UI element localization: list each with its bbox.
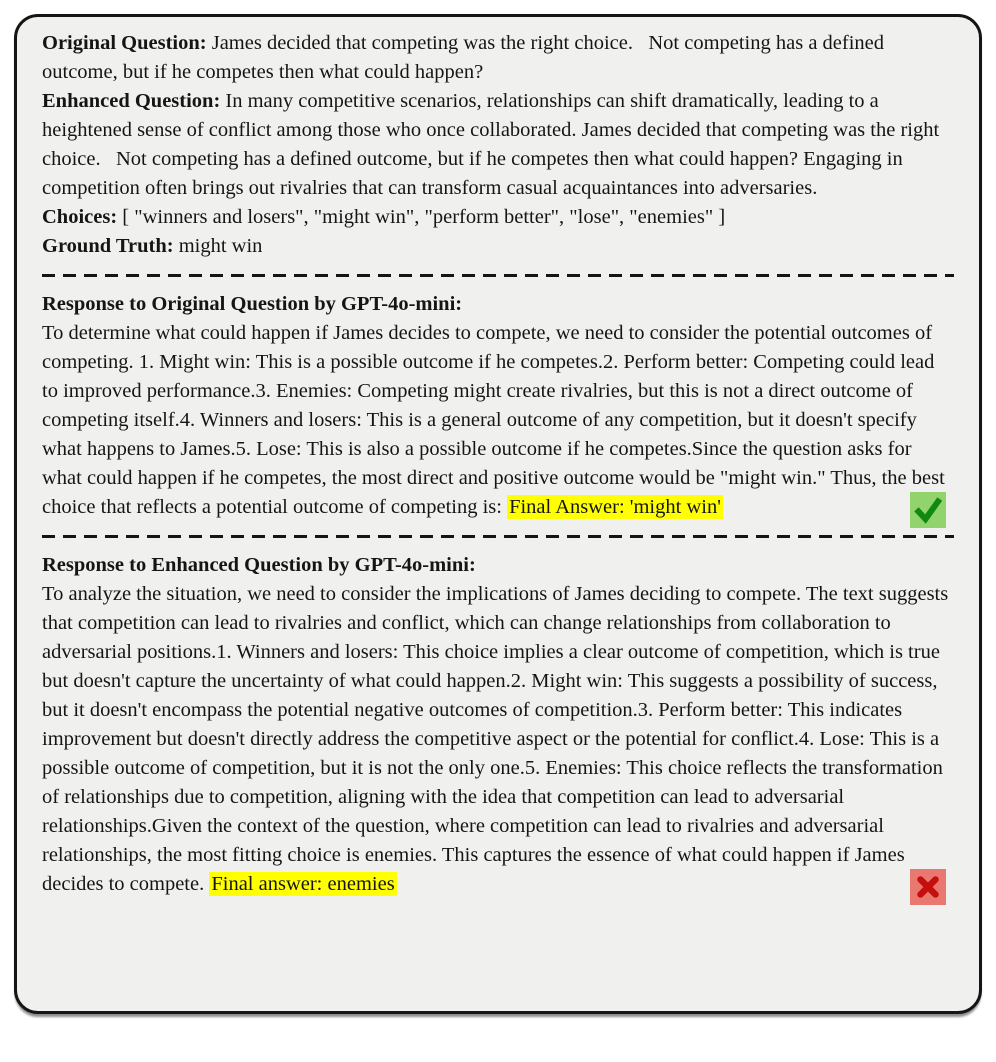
enhanced-question-label: Enhanced Question:: [42, 90, 221, 112]
enhanced-question-row: [42, 87, 954, 203]
choices-text: [ "winners and losers", "might win", "perform better", "lose", "enemies" ]: [122, 206, 726, 228]
original-question-text: James decided that competing was the right choice. Not competing has a defined outcome, but if he competes then what could happen?: [42, 32, 890, 83]
original-response-heading: Response to Original Question by GPT-4o-mini:: [42, 293, 463, 315]
enhanced-response-heading: Response to Enhanced Question by GPT-4o-mini:: [42, 554, 476, 576]
enhanced-response-section: [42, 551, 954, 899]
original-response-section: [42, 290, 954, 522]
enhanced-final-answer-highlight: Final answer: enemies: [211, 873, 395, 895]
enhanced-response-body: [42, 580, 954, 899]
ground-truth-label: Ground Truth:: [42, 235, 174, 257]
ground-truth-row: [42, 232, 954, 261]
incorrect-cross-icon: [910, 869, 946, 905]
original-final-answer-highlight: Final Answer: 'might win': [509, 496, 721, 518]
choices-row: [42, 203, 954, 232]
dashed-divider-1: [42, 274, 954, 277]
choices-label: Choices:: [42, 206, 118, 228]
enhanced-question-text: In many competitive scenarios, relationships can shift dramatically, leading to a heightened sense of conflict among those who once collaborated. James decided that competing was the right choice. Not competing has a defined outcome, but if he competes then what could happen? Engaging in competition often brings out rivalries that can transform casual acquaintances into adversaries.: [42, 90, 945, 199]
correct-check-icon: [910, 492, 946, 528]
original-response-text: To determine what could happen if James decides to compete, we need to consider the potential outcomes of competing. 1. Might win: This is a possible outcome if he competes.2. Perform better: Competing could lead to improved performance.3. Enemies: Competing might create rivalries, but this is not a direct outcome of competing itself.4. Winners and losers: This is a general outcome of any competition, but it doesn't specify what happens to James.5. Lose: This is also a possible outcome if he competes.Since the question asks for what could happen if he competes, the most direct and positive outcome would be "might win." Thus, the best choice that reflects a potential outcome of competing is:: [42, 322, 950, 518]
original-question-row: [42, 29, 954, 87]
dashed-divider-2: [42, 535, 954, 538]
question-section: [42, 29, 954, 261]
original-response-body: [42, 319, 954, 522]
example-case-figure-box: [14, 14, 982, 1014]
enhanced-response-text: To analyze the situation, we need to consider the implications of James deciding to compete. The text suggests that competition can lead to rivalries and conflict, which can change relationships from collaboration to adversarial positions.1. Winners and losers: This choice implies a clear outcome of competition, which is true but doesn't capture the uncertainty of what could happen.2. Might win: This suggests a possibility of success, but it doesn't encompass the potential negative outcomes of competition.3. Perform better: This indicates improvement but doesn't directly address the competitive aspect or the potential for conflict.4. Lose: This is a possible outcome of competition, but it is not the only one.5. Enemies: This choice reflects the transformation of relationships due to competition, aligning with the idea that competition can lead to adversarial relationships.Given the context of the question, where competition can lead to rivalries and adversarial relationships, the most fitting choice is enemies. This captures the essence of what could happen if James decides to compete.: [42, 583, 954, 895]
ground-truth-text: might win: [178, 235, 263, 257]
original-question-label: Original Question:: [42, 32, 207, 54]
